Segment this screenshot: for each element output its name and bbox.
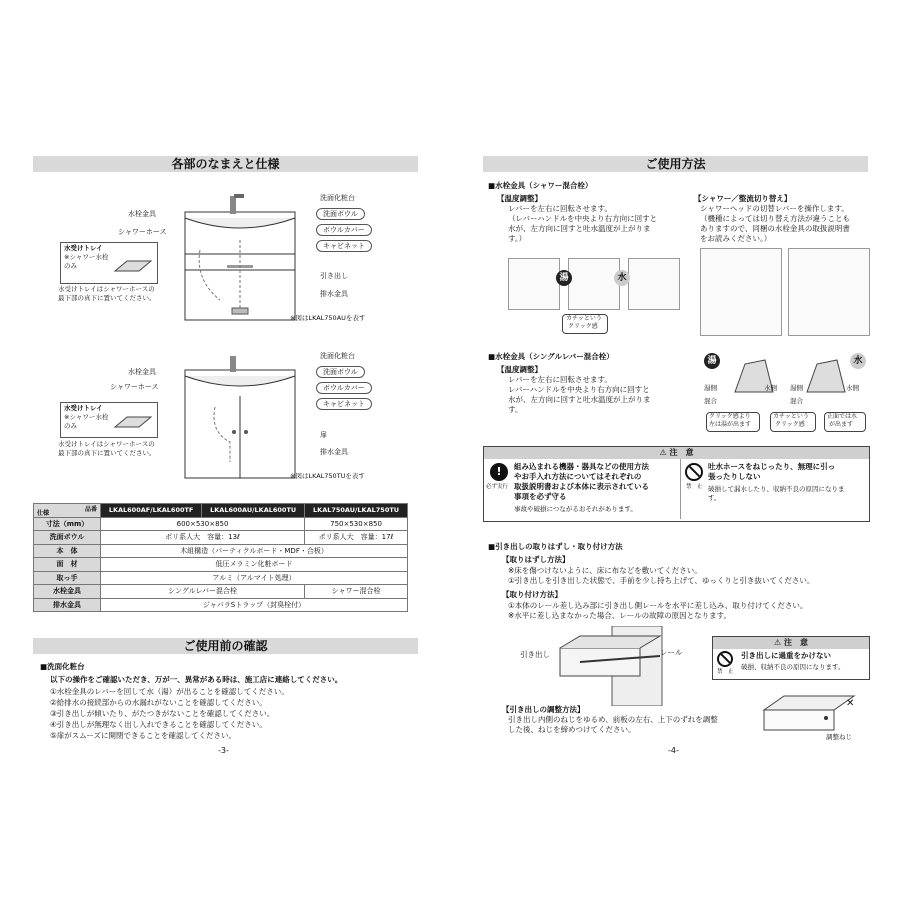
drawer-title: ■引き出しの取りはずし・取り付け方法: [488, 542, 623, 551]
mix-label-2: 混合: [790, 397, 803, 405]
table-row: 取っ手 アルミ（アルマイト処理）: [34, 571, 408, 585]
caution-title: 注 意: [669, 448, 694, 457]
caution2-line: 引き出しに過重をかけない: [741, 651, 831, 660]
tray-desc-1a: 水受けトレイはシャワーホースの: [58, 285, 155, 293]
temp-line: レバーを左右に回転させます。: [508, 204, 612, 213]
model-header-3: LKAL750AU/LKAL750TU: [305, 504, 408, 518]
single-temp-label: 【温度調整】: [497, 365, 542, 374]
caution-right-sub: す。: [708, 494, 721, 502]
faucet-illustration-cold: [628, 258, 680, 310]
table-row: 面 材 低圧メラミン化粧ボード: [34, 558, 408, 572]
usage-header: ご使用方法: [483, 156, 868, 172]
label-shower-hose-2: シャワーホース: [110, 383, 159, 391]
caution-divider: [680, 459, 681, 519]
caution2-title: 注 意: [783, 638, 808, 647]
table-row: 寸法（mm） 600×530×850 750×530×850: [34, 517, 408, 531]
cabinet-diagram-2: [130, 352, 330, 482]
check-title: ■洗面化粧台: [40, 662, 85, 671]
tray-desc-1b: 最下部の真下に置いてください。: [58, 294, 156, 302]
cold-side-label-1: 水側: [764, 384, 777, 392]
table-corner: 品番 仕様: [34, 504, 101, 518]
mandatory-icon-label: 必ず実行: [486, 484, 509, 490]
label-drain-1: 排水金具: [320, 290, 348, 298]
cabinet-diagram-1: [130, 190, 330, 330]
label-bowl-1: 洗面ボウル: [316, 208, 365, 220]
warning-icon: ⚠: [774, 638, 784, 647]
prohibit-icon-label: 禁 止: [717, 669, 734, 675]
drawer-fig-right: レール: [660, 648, 683, 657]
switch-line: ありますので、同梱の水栓金具の取扱説明書: [700, 224, 850, 233]
temp-line: 水が、左方向に回すと吐水温度が上がりま: [508, 224, 651, 233]
caution-right-line: 張ったりしない: [708, 472, 761, 481]
caution-box: [483, 446, 870, 522]
label-cabinet-1: キャビネット: [316, 240, 372, 252]
table-row: 水栓金具 シングルレバー混合栓 シャワー混合栓: [34, 585, 408, 599]
tray-desc-2a: 水受けトレイはシャワーホースの: [58, 440, 155, 448]
click-note-box: カチッという クリック感: [562, 314, 608, 334]
label-bowl-cover-1: ボウルカバー: [316, 224, 372, 236]
mandatory-icon: !: [490, 463, 508, 481]
single-lever-faucet-svg: [725, 352, 865, 402]
temp-line: （レバーハンドルを中央より右方向に回すと: [508, 214, 658, 223]
tray-box-2: 水受けトレイ ※シャワー水栓 のみ: [60, 402, 158, 438]
caution-right-sub: 破損して漏水したり、収納不良の原因になりま: [708, 485, 845, 493]
faucet-illustration-hot: [508, 258, 560, 310]
label-shower-hose-1: シャワーホース: [118, 228, 167, 236]
attach-line: ※水平に差し込まなかった場合、レールの故障の原因となります。: [508, 611, 732, 620]
switch-line: シャワーヘッドの切替レバーを操作します。: [700, 204, 849, 213]
table-row: 洗面ボウル ポリ系人大 容量：13ℓ ポリ系人大 容量：17ℓ: [34, 531, 408, 545]
single-lever-title: ■水栓金具（シングルレバー混合栓）: [488, 352, 614, 361]
single-temp-line: 水が、左方向に回すと吐水温度が上がりま: [508, 395, 651, 404]
label-drain-2: 排水金具: [320, 448, 348, 456]
spec-table: [33, 503, 408, 612]
check-item: ①水栓金具のレバーを回して水（湯）が出ることを確認してください。: [50, 687, 289, 696]
drawer-illustration: [520, 626, 683, 706]
label-faucet-1: 水栓金具: [128, 210, 156, 218]
switch-label: 【シャワー／整流切り替え】: [694, 194, 792, 203]
prohibit-icon-label: 禁 止: [686, 484, 703, 490]
hot-side-label: 湯側: [704, 384, 717, 392]
caution-right-line: 吐水ホースをねじったり、無理に引っ: [708, 462, 836, 471]
switch-line: （機種によっては切り替え方法が違うことも: [700, 214, 850, 223]
caution-left-sub: 事故や破損につながるおそれがあります。: [514, 505, 637, 513]
tray-desc-2b: 最下部の真下に置いてください。: [58, 449, 156, 457]
adjust-line: した後、ねじを締めつけてください。: [508, 725, 636, 734]
parts-header: 各部のなまえと仕様: [33, 156, 418, 172]
caution-left-line: 組み込まれる機器・器具などの使用方法: [514, 462, 649, 471]
caution-left-line: 取扱説明書および本体に表示されている: [514, 482, 649, 491]
adjust-line: 引き出し内側のねじをゆるめ、前板の左右、上下のずれを調整: [508, 715, 718, 724]
warning-icon: ⚠: [659, 448, 670, 457]
single-temp-line: レバーハンドルを中央より右方向に回すと: [508, 385, 650, 394]
adjust-label: 【引き出しの調整方法】: [502, 705, 585, 714]
cold-badge-single: 水: [850, 353, 866, 369]
label-drawer-1: 引き出し: [320, 272, 348, 280]
switch-line: をお読みください。）: [700, 234, 772, 243]
cold-side-label-2: 水側: [846, 384, 859, 392]
model-header-2: LKAL600AU/LKAL600TU: [202, 504, 305, 518]
adjust-screw-label: 調整ねじ: [826, 733, 852, 741]
temp-line: す。）: [508, 234, 527, 243]
caution2-sub: 破損、収納不良の原因になります。: [741, 663, 845, 671]
hot-side-label-2: 湯側: [790, 384, 803, 392]
remove-line: ※床を傷つけないように、床に布などを敷いてください。: [508, 566, 702, 575]
label-faucet-2: 水栓金具: [128, 368, 156, 376]
drawer-fig-left: 引き出し: [520, 650, 550, 659]
page-number-right: -4-: [668, 746, 679, 755]
caution-left-line: 事項を必ず守る: [514, 492, 567, 501]
attach-line: ①本体のレール差し込み部に引き出し側レールを水平に差し込み、取り付けてください。: [508, 601, 808, 610]
single-temp-line: す。: [508, 405, 523, 414]
remove-line: ①引き出しを引き出した状態で、手前を少し持ち上げて、ゆっくりと引き抜いてください。: [508, 576, 815, 585]
remove-label: 【取りはずし方法】: [502, 555, 570, 564]
label-bowl-2: 洗面ボウル: [316, 366, 365, 378]
single-temp-line: レバーを左右に回転させます。: [508, 375, 612, 384]
figure-note-2: ※図はLKAL750TUを表す: [290, 472, 365, 480]
check-item: ④引き出しが無理なく出し入れできることを確認してください。: [50, 720, 267, 729]
prohibit-icon: [685, 463, 703, 481]
check-lead: 以下の操作をご確認いただき、万が一、異常がある時は、施工店に連絡してください。: [50, 675, 343, 684]
label-cabinet-2: キャビネット: [316, 398, 372, 410]
tray-box-1: 水受けトレイ ※シャワー水栓 のみ: [60, 242, 158, 284]
shower-switch-illustration-2: [788, 248, 870, 336]
caution-box-2: [712, 636, 870, 680]
check-item: ③引き出しが傾いたり、がたつきがないことを確認してください。: [50, 709, 275, 718]
faucet-illustration-center: [568, 258, 620, 310]
shower-switch-illustration-1: [700, 248, 782, 336]
page-number-left: -3-: [218, 746, 229, 755]
label-bowl-cover-2: ボウルカバー: [316, 382, 372, 394]
model-header-1: LKAL600AF/LKAL600TF: [101, 504, 202, 518]
mix-label: 混合: [704, 397, 717, 405]
label-vanity-1: 洗面化粧台: [320, 194, 355, 202]
table-row: 排水金具 ジャバラSトラップ（封臭栓付）: [34, 598, 408, 612]
label-vanity-2: 洗面化粧台: [320, 352, 355, 360]
attach-label: 【取り付け方法】: [502, 590, 562, 599]
label-door-2: 扉: [320, 431, 327, 439]
table-row: 本 体 木組構造（パーティクルボード・MDF・合板）: [34, 544, 408, 558]
screwdriver-icon: ✕: [846, 698, 855, 709]
cold-badge: 水: [614, 270, 630, 286]
check-item: ②給排水の接続部からの水漏れがないことを確認してください。: [50, 698, 267, 707]
note-box-c: 正面では水 が出ます: [824, 412, 866, 432]
caution-left-line: やお手入れ方法についてはそれぞれの: [514, 472, 642, 481]
hot-badge: 湯: [556, 270, 572, 286]
adjust-drawer-illustration: [760, 692, 860, 736]
temp-label: 【温度調整】: [497, 194, 542, 203]
figure-note-1: ※図はLKAL750AUを表す: [290, 314, 366, 322]
shower-faucet-title: ■水栓金具（シャワー混合栓）: [488, 181, 593, 190]
note-box-a: クリック感より 左は湯が出ます: [706, 412, 760, 432]
hot-badge-single: 湯: [704, 353, 720, 369]
check-item: ⑤扉がスムーズに開閉できることを確認してください。: [50, 731, 236, 740]
check-header: ご使用前の確認: [33, 638, 418, 654]
prohibit-icon: [717, 651, 733, 667]
note-box-b: カチッという クリック感: [770, 412, 816, 432]
